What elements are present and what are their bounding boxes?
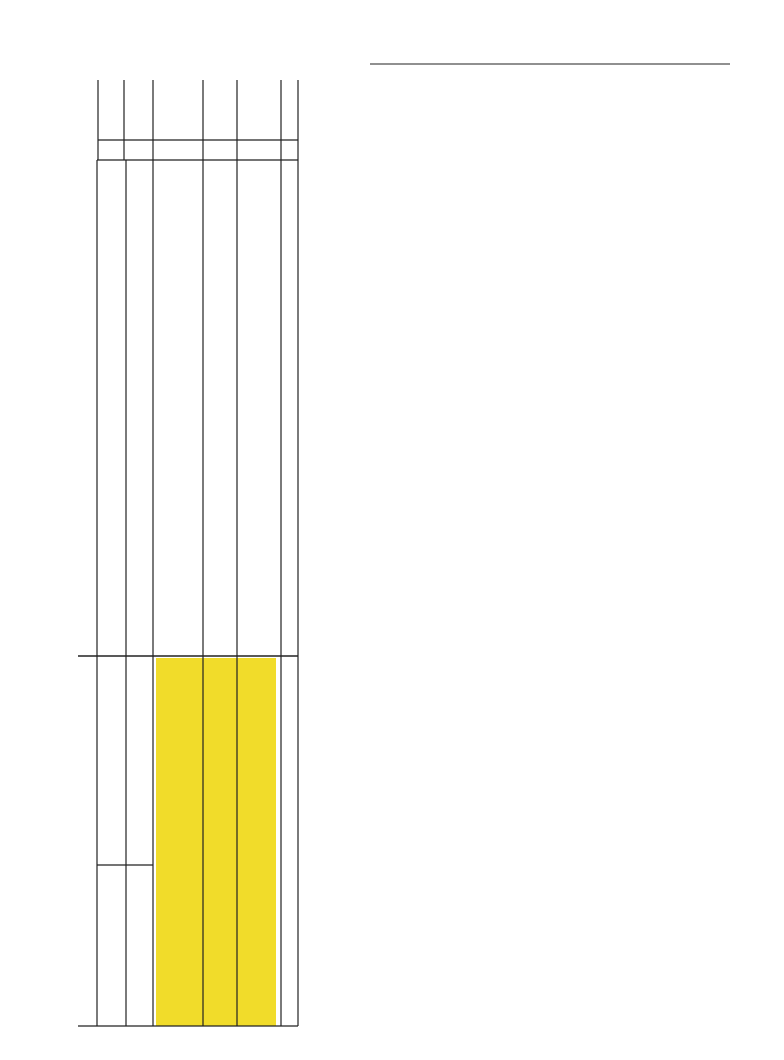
sandstone-fill	[156, 658, 276, 1026]
